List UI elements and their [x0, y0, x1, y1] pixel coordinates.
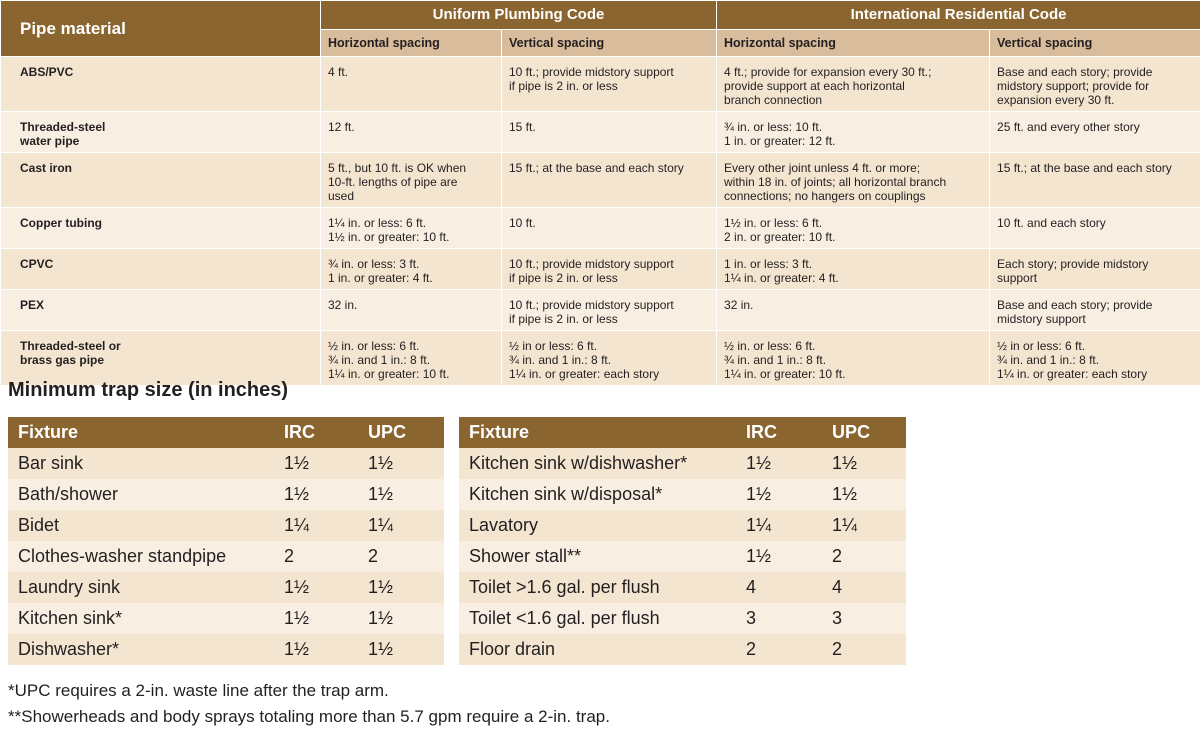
cell-text-line: PEX	[20, 298, 45, 312]
upc-size-cell: 1½	[362, 479, 444, 510]
irc-size-cell: 1½	[278, 572, 362, 603]
irc-vertical-cell	[990, 290, 1200, 331]
trap-table-left	[8, 417, 444, 665]
cell-text-line: 2 in. or greater: 10 ft.	[724, 230, 836, 244]
cell-text-line: ¾ in. or less: 10 ft.	[724, 120, 823, 134]
trap-size-title: Minimum trap size (in inches)	[8, 379, 289, 401]
pipe-material-cell	[1, 153, 321, 208]
pipe-material-cell	[1, 57, 321, 112]
irc-horizontal-cell	[717, 112, 990, 153]
irc-column-header: IRC	[278, 417, 362, 448]
irc-size-cell: 1¼	[278, 510, 362, 541]
cell-text-line: 1¼ in. or greater: each story	[997, 367, 1148, 381]
fixture-cell: Toilet <1.6 gal. per flush	[459, 603, 737, 634]
cell-text-line: ½ in or less: 6 ft.	[997, 339, 1086, 353]
irc-size-cell: 1½	[278, 448, 362, 479]
cell-text-line: 1¼ in. or less: 6 ft.	[328, 216, 427, 230]
support-row	[1, 249, 1200, 290]
pipe-material-cell	[1, 112, 321, 153]
upc-vertical-cell	[502, 249, 717, 290]
irc-size-cell: 3	[737, 603, 823, 634]
irc-size-cell: 2	[278, 541, 362, 572]
upc-horizontal-cell	[321, 331, 502, 386]
irc-horizontal-cell	[717, 331, 990, 386]
fixture-cell: Toilet >1.6 gal. per flush	[459, 572, 737, 603]
fixture-cell: Shower stall**	[459, 541, 737, 572]
fixture-header: Fixture	[459, 417, 737, 448]
upc-size-cell: 1½	[823, 448, 906, 479]
fixture-cell: Bath/shower	[8, 479, 278, 510]
cell-text-line: CPVC	[20, 257, 54, 271]
irc-horizontal-header: Horizontal spacing	[717, 30, 990, 57]
irc-header: International Residential Code	[717, 1, 1200, 30]
cell-text-line: 10 ft.	[509, 216, 536, 230]
cell-text-line: connections; no hangers on couplings	[724, 189, 926, 203]
trap-row	[459, 448, 906, 479]
cell-text-line: midstory support; provide for	[997, 79, 1150, 93]
irc-size-cell: 1½	[278, 634, 362, 665]
support-row	[1, 208, 1200, 249]
support-row	[1, 112, 1200, 153]
cell-text-line: water pipe	[20, 134, 80, 148]
cell-text-line: 32 in.	[328, 298, 358, 312]
cell-text-line: 1¼ in. or greater: each story	[509, 367, 660, 381]
cell-text-line: 25 ft. and every other story	[997, 120, 1140, 134]
trap-row	[8, 572, 444, 603]
cell-text-line: ¾ in. and 1 in.: 8 ft.	[328, 353, 431, 367]
cell-text-line: 15 ft.; at the base and each story	[997, 161, 1172, 175]
upc-size-cell: 1½	[362, 448, 444, 479]
cell-text-line: Base and each story; provide	[997, 65, 1153, 79]
irc-size-cell: 1½	[737, 479, 823, 510]
irc-vertical-cell	[990, 249, 1200, 290]
pipe-material-cell	[1, 249, 321, 290]
support-row	[1, 290, 1200, 331]
cell-text-line: ¾ in. or less: 3 ft.	[328, 257, 420, 271]
upc-size-cell: 2	[823, 541, 906, 572]
upc-size-cell: 4	[823, 572, 906, 603]
trap-row	[8, 541, 444, 572]
trap-row	[459, 479, 906, 510]
trap-table-right-body	[459, 448, 906, 665]
trap-row	[459, 634, 906, 665]
upc-vertical-cell	[502, 153, 717, 208]
cell-text-line: if pipe is 2 in. or less	[509, 79, 618, 93]
fixture-cell: Lavatory	[459, 510, 737, 541]
upc-horizontal-cell	[321, 208, 502, 249]
trap-table-left-body	[8, 448, 444, 665]
upc-horizontal-cell	[321, 249, 502, 290]
cell-text-line: within 18 in. of joints; all horizontal branch	[724, 175, 947, 189]
upc-vertical-cell	[502, 331, 717, 386]
trap-row	[8, 479, 444, 510]
cell-text-line: brass gas pipe	[20, 353, 105, 367]
irc-vertical-cell	[990, 153, 1200, 208]
support-row	[1, 153, 1200, 208]
cell-text-line: ½ in. or less: 6 ft.	[724, 339, 816, 353]
irc-horizontal-cell	[717, 57, 990, 112]
trap-row	[459, 541, 906, 572]
cell-text-line: 1¼ in. or greater: 10 ft.	[724, 367, 846, 381]
irc-vertical-cell	[990, 208, 1200, 249]
upc-column-header: UPC	[362, 417, 444, 448]
upc-vertical-cell	[502, 112, 717, 153]
upc-vertical-cell	[502, 57, 717, 112]
upc-size-cell: 1½	[362, 572, 444, 603]
upc-size-cell: 1¼	[362, 510, 444, 541]
cell-text-line: 1 in. or greater: 4 ft.	[328, 271, 433, 285]
upc-size-cell: 2	[362, 541, 444, 572]
footnote-showerheads: **Showerheads and body sprays totaling more than 5.7 gpm require a 2-in. trap.	[8, 707, 610, 726]
cell-text-line: if pipe is 2 in. or less	[509, 312, 618, 326]
trap-table-right	[459, 417, 906, 665]
irc-horizontal-cell	[717, 290, 990, 331]
cell-text-line: ¾ in. and 1 in.: 8 ft.	[724, 353, 827, 367]
trap-row	[8, 510, 444, 541]
trap-row	[8, 448, 444, 479]
irc-size-cell: 1½	[737, 541, 823, 572]
cell-text-line: 1 in. or less: 3 ft.	[724, 257, 813, 271]
irc-vertical-cell	[990, 331, 1200, 386]
upc-vertical-header: Vertical spacing	[502, 30, 717, 57]
cell-text-line: 10 ft.; provide midstory support	[509, 298, 674, 312]
trap-row	[459, 603, 906, 634]
cell-text-line: support	[997, 271, 1038, 285]
irc-size-cell: 1¼	[737, 510, 823, 541]
upc-horizontal-cell	[321, 290, 502, 331]
cell-text-line: if pipe is 2 in. or less	[509, 271, 618, 285]
trap-row	[459, 510, 906, 541]
trap-row	[459, 572, 906, 603]
upc-size-cell: 1¼	[823, 510, 906, 541]
cell-text-line: ¾ in. and 1 in.: 8 ft.	[997, 353, 1100, 367]
cell-text-line: 1¼ in. or greater: 10 ft.	[328, 367, 450, 381]
cell-text-line: Threaded-steel	[20, 120, 106, 134]
upc-horizontal-cell	[321, 57, 502, 112]
cell-text-line: Threaded-steel or	[20, 339, 121, 353]
cell-text-line: 10 ft. and each story	[997, 216, 1106, 230]
cell-text-line: ½ in or less: 6 ft.	[509, 339, 598, 353]
cell-text-line: 4 ft.; provide for expansion every 30 ft.;	[724, 65, 932, 79]
irc-size-cell: 2	[737, 634, 823, 665]
cell-text-line: Base and each story; provide	[997, 298, 1153, 312]
cell-text-line: 4 ft.	[328, 65, 349, 79]
fixture-header: Fixture	[8, 417, 278, 448]
cell-text-line: used	[328, 189, 355, 203]
irc-vertical-cell	[990, 57, 1200, 112]
pipe-material-cell	[1, 331, 321, 386]
footnote-upc-waste-line: *UPC requires a 2-in. waste line after the trap arm.	[8, 681, 389, 700]
cell-text-line: ½ in. or less: 6 ft.	[328, 339, 420, 353]
irc-size-cell: 1½	[278, 603, 362, 634]
cell-text-line: midstory support	[997, 312, 1086, 326]
fixture-cell: Dishwasher*	[8, 634, 278, 665]
fixture-cell: Floor drain	[459, 634, 737, 665]
irc-size-cell: 1½	[278, 479, 362, 510]
fixture-cell: Clothes-washer standpipe	[8, 541, 278, 572]
irc-horizontal-cell	[717, 208, 990, 249]
cell-text-line: 10 ft.; provide midstory support	[509, 65, 674, 79]
cell-text-line: 1½ in. or less: 6 ft.	[724, 216, 823, 230]
upc-horizontal-cell	[321, 153, 502, 208]
cell-text-line: Cast iron	[20, 161, 73, 175]
cell-text-line: 32 in.	[724, 298, 754, 312]
pipe-material-cell	[1, 208, 321, 249]
fixture-cell: Kitchen sink*	[8, 603, 278, 634]
upc-vertical-cell	[502, 208, 717, 249]
upc-size-cell: 1½	[362, 634, 444, 665]
cell-text-line: 10-ft. lengths of pipe are	[328, 175, 458, 189]
upc-header: Uniform Plumbing Code	[321, 1, 717, 30]
irc-horizontal-cell	[717, 249, 990, 290]
upc-horizontal-cell	[321, 112, 502, 153]
support-table-body	[1, 57, 1200, 386]
trap-row	[8, 634, 444, 665]
cell-text-line: 5 ft., but 10 ft. is OK when	[328, 161, 467, 175]
cell-text-line: Each story; provide midstory	[997, 257, 1149, 271]
pipe-material-header: Pipe material	[1, 1, 321, 57]
cell-text-line: Copper tubing	[20, 216, 102, 230]
irc-vertical-header: Vertical spacing	[990, 30, 1200, 57]
upc-column-header: UPC	[823, 417, 906, 448]
pipe-material-cell	[1, 290, 321, 331]
upc-size-cell: 1½	[823, 479, 906, 510]
cell-text-line: expansion every 30 ft.	[997, 93, 1115, 107]
cell-text-line: provide support at each horizontal	[724, 79, 905, 93]
fixture-cell: Kitchen sink w/disposal*	[459, 479, 737, 510]
irc-vertical-cell	[990, 112, 1200, 153]
cell-text-line: 12 ft.	[328, 120, 355, 134]
cell-text-line: 1½ in. or greater: 10 ft.	[328, 230, 450, 244]
fixture-cell: Laundry sink	[8, 572, 278, 603]
upc-size-cell: 1½	[362, 603, 444, 634]
irc-size-cell: 1½	[737, 448, 823, 479]
fixture-cell: Kitchen sink w/dishwasher*	[459, 448, 737, 479]
cell-text-line: 15 ft.; at the base and each story	[509, 161, 684, 175]
cell-text-line: 1 in. or greater: 12 ft.	[724, 134, 836, 148]
upc-horizontal-header: Horizontal spacing	[321, 30, 502, 57]
cell-text-line: Every other joint unless 4 ft. or more;	[724, 161, 921, 175]
upc-size-cell: 2	[823, 634, 906, 665]
irc-size-cell: 4	[737, 572, 823, 603]
irc-column-header: IRC	[737, 417, 823, 448]
upc-size-cell: 3	[823, 603, 906, 634]
cell-text-line: 1¼ in. or greater: 4 ft.	[724, 271, 839, 285]
support-row	[1, 57, 1200, 112]
cell-text-line: ¾ in. and 1 in.: 8 ft.	[509, 353, 612, 367]
upc-vertical-cell	[502, 290, 717, 331]
cell-text-line: 15 ft.	[509, 120, 536, 134]
fixture-cell: Bar sink	[8, 448, 278, 479]
support-row	[1, 331, 1200, 386]
irc-horizontal-cell	[717, 153, 990, 208]
cell-text-line: branch connection	[724, 93, 823, 107]
cell-text-line: ABS/PVC	[20, 65, 74, 79]
fixture-cell: Bidet	[8, 510, 278, 541]
trap-row	[8, 603, 444, 634]
cell-text-line: 10 ft.; provide midstory support	[509, 257, 674, 271]
